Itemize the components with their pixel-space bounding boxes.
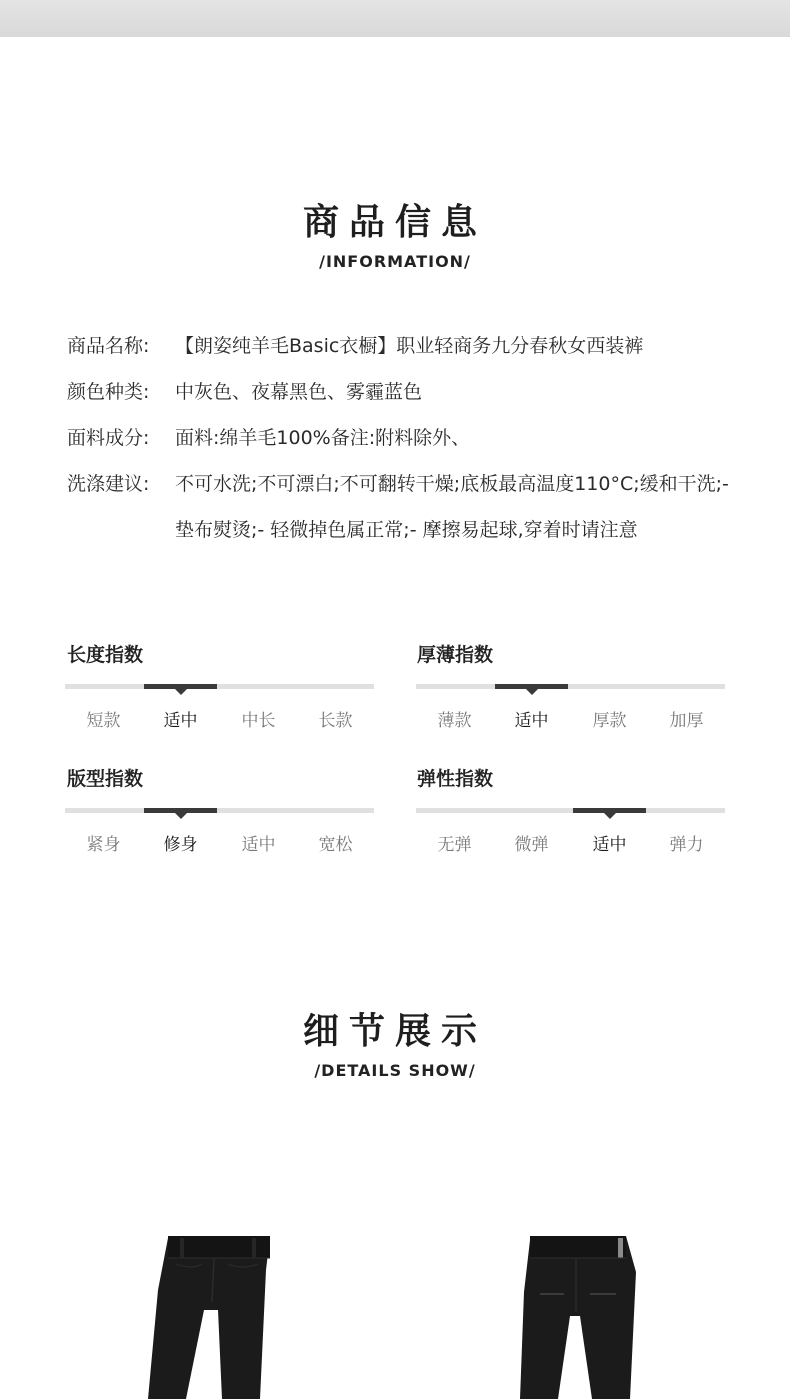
pants-back-image (508, 1232, 644, 1399)
scale-pointer-icon (604, 813, 616, 819)
info-value: 中灰色、夜幕黑色、雾霾蓝色 (175, 381, 423, 403)
scale-track (416, 684, 725, 689)
pants-front-image (140, 1230, 280, 1399)
length-index-title: 长度指数 (67, 644, 144, 666)
scale-track (65, 808, 374, 813)
info-label: 商品名称: (67, 335, 150, 357)
details-section-subtitle: /DETAILS SHOW/ (314, 1061, 476, 1080)
scale-track (416, 808, 725, 813)
elasticity-index-scale (416, 808, 725, 868)
scale-option: 适中 (241, 835, 276, 855)
scale-option: 弹力 (669, 835, 704, 855)
info-value: 不可水洗;不可漂白;不可翻转干燥;底板最高温度110°C;缓和干洗;- 垫布熨烫;- 轻微掉色属正常;- 摩擦易起球,穿着时请注意 (175, 473, 729, 541)
scale-option: 长款 (318, 711, 353, 731)
info-section-subtitle: /INFORMATION/ (319, 252, 471, 271)
info-label: 洗涤建议: (67, 473, 150, 495)
scale-option: 无弹 (437, 835, 472, 855)
scale-option: 加厚 (669, 711, 704, 731)
fit-index-scale (65, 808, 374, 868)
scale-track (65, 684, 374, 689)
info-value: 【朗姿纯羊毛Basic衣橱】职业轻商务九分春秋女西装裤 (175, 335, 644, 357)
info-section-title: 商品信息 (302, 202, 487, 243)
scale-option: 修身 (163, 835, 198, 855)
scale-option: 适中 (163, 711, 198, 731)
info-label: 颜色种类: (67, 381, 150, 403)
scale-option: 适中 (514, 711, 549, 731)
scale-option: 紧身 (86, 835, 121, 855)
details-section-title: 细节展示 (302, 1011, 487, 1052)
scale-option: 微弹 (514, 835, 549, 855)
fit-index-title: 版型指数 (67, 768, 144, 790)
thickness-index-title: 厚薄指数 (417, 644, 494, 666)
scale-option: 厚款 (592, 711, 627, 731)
scale-option: 中长 (241, 711, 276, 731)
elasticity-index-title: 弹性指数 (417, 768, 494, 790)
thickness-index-scale (416, 684, 725, 744)
top-banner-edge (0, 0, 790, 37)
info-value: 面料:绵羊毛100%备注:附料除外、 (175, 427, 471, 449)
length-index-scale (65, 684, 374, 744)
scale-option: 短款 (86, 711, 121, 731)
scale-option: 薄款 (437, 711, 472, 731)
scale-option: 适中 (592, 835, 627, 855)
scale-pointer-icon (526, 689, 538, 695)
scale-option: 宽松 (318, 835, 353, 855)
scale-pointer-icon (175, 689, 187, 695)
scale-pointer-icon (175, 813, 187, 819)
info-label: 面料成分: (67, 427, 150, 449)
